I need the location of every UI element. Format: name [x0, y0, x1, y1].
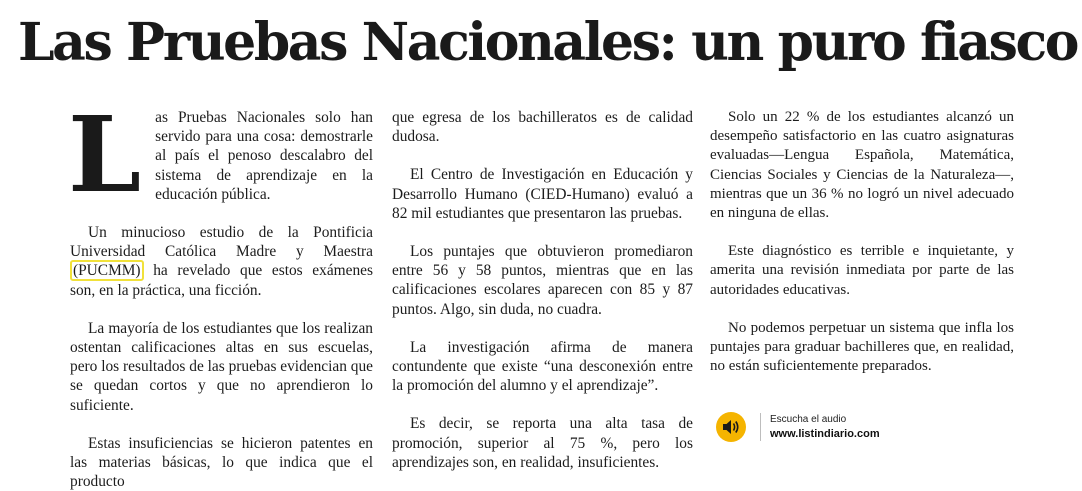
- paragraph: Los puntajes que obtuvieron promediaron entre 56 y 58 puntos, mientras que en las calificaciones escolares aparecen con 85 y 87 puntos. Algo, sin duda, no cuadra.: [392, 243, 693, 318]
- audio-widget: [716, 412, 880, 442]
- speaker-icon: [722, 419, 740, 435]
- paragraph: La mayoría de los estudiantes que los realizan ostentan calificaciones altas en sus escuelas, pero los resultados de las pruebas evidencian que se quedan cortos y que no aprendieron lo suficiente.: [70, 319, 374, 414]
- paragraph: No podemos perpetuar un sistema que infla los puntajes para graduar bachilleres que, en realidad, no están suficientemente preparados.: [710, 319, 1014, 375]
- paragraph-text: Un minucioso estudio de la Pontificia Universidad Católica Madre y Maestra: [70, 224, 373, 261]
- audio-link[interactable]: www.listindiario.com: [770, 428, 880, 440]
- paragraph: La investigación afirma de manera contundente que existe “una desconexión entre la promoción del alumno y el aprendizaje”.: [392, 338, 693, 395]
- paragraph: Estas insuficiencias se hicieron patentes en las materias básicas, lo que indica que el producto: [70, 434, 373, 491]
- paragraph: El Centro de Investigación en Educación y Desarrollo Humano (CIED-Humano) evaluó a 82 mil estudiantes que presentaron las pruebas.: [392, 166, 693, 222]
- article-column-1: [68, 93, 374, 491]
- headline: Las Pruebas Nacionales: un puro fiasco: [18, 12, 1077, 73]
- audio-label: Escucha el audio: [770, 414, 847, 425]
- article-column-2: [392, 108, 693, 472]
- paragraph: Es decir, se reporta una alta tasa de promoción, superior al 75 %, pero los aprendizajes son, en realidad, insuficientes.: [392, 415, 693, 471]
- paragraph: Este diagnóstico es terrible e inquietante, y amerita una revisión inmediata por parte de las autoridades educativas.: [710, 243, 1014, 298]
- paragraph: [68, 93, 373, 216]
- audio-text: [770, 413, 880, 441]
- paragraph: [70, 223, 373, 300]
- audio-play-button[interactable]: [716, 412, 746, 442]
- drop-cap: L: [68, 93, 142, 216]
- paragraph: Solo un 22 % de los estudiantes alcanzó un desempeño satisfactorio en las cuatro asignaturas evaluadas—Lengua Española, Matemática, Ciencias Sociales y Ciencias de la Naturaleza—, mientras que un 36 % no logró un nivel adecuado en ninguna de ellas.: [710, 109, 1014, 222]
- article-column-3: [710, 108, 1014, 376]
- highlighted-acronym: (PUCMM): [70, 260, 144, 281]
- paragraph-text: ha revelado que estos exámenes son, en la práctica, una ficción.: [70, 262, 373, 299]
- divider: [760, 413, 761, 441]
- paragraph: que egresa de los bachilleratos es de calidad dudosa.: [392, 109, 693, 146]
- paragraph-text: as Pruebas Nacionales solo han servido para una cosa: demostrarle al país el penoso descalabro del sistema de aprendizaje en la educación pública.: [155, 109, 373, 203]
